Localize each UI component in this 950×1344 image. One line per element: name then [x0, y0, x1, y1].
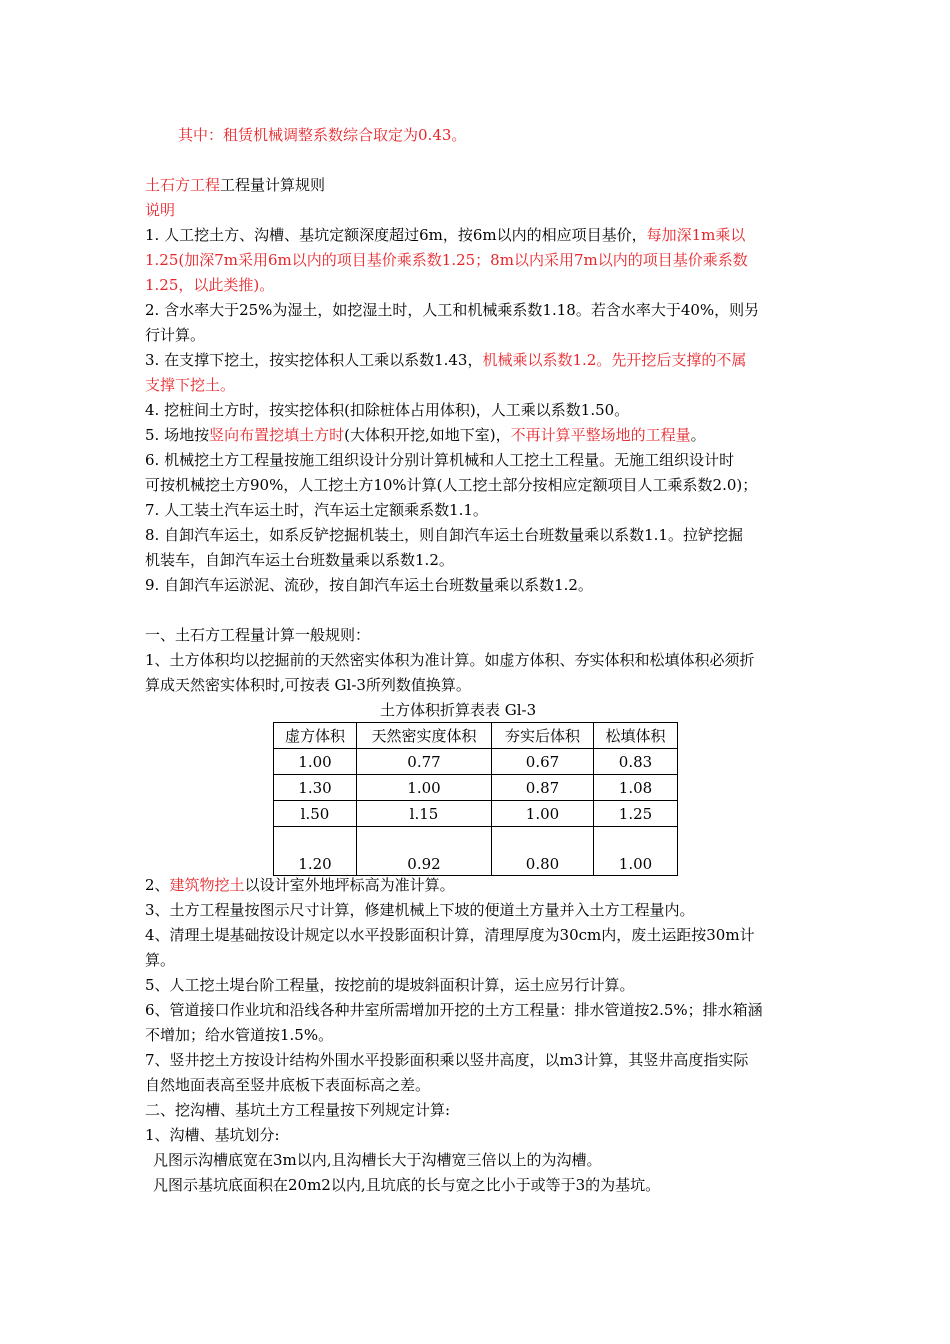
item-5-a: 5. 场地按 [145, 426, 210, 444]
table-cell: 1.00 [492, 801, 594, 827]
item-3-red: 机械乘以系数1.2。先开挖后支撑的不属 [482, 351, 747, 369]
section-2-item-1: 1、沟槽、基坑划分: [145, 1126, 280, 1144]
table-cell: 0.87 [492, 775, 594, 801]
table-cell: 0.77 [357, 749, 492, 775]
item-1-line-2: 1.25(加深7m采用6m以内的项目基价乘系数1.25；8m以内采用7m以内的项目基价乘系数 [145, 251, 748, 269]
item-5-d: 不再计算平整场地的工程量 [510, 426, 691, 444]
conversion-table [273, 722, 678, 876]
table-caption: 土方体积折算表表 Gl-3 [380, 701, 537, 719]
section-1-heading: 一、土石方工程量计算一般规则： [145, 626, 371, 644]
rule-2 [145, 873, 455, 898]
pit-definition: 凡图示基坑底面积在20m2以内,且坑底的长与宽之比小于或等于3的为基坑。 [153, 1176, 661, 1194]
rule-1-line-1: 1、土方体积均以挖掘前的天然密实体积为准计算。如虚方体积、夯实体积和松填体积必须折 [145, 651, 755, 669]
item-3-text: 3. 在支撑下挖土，按实挖体积人工乘以系数1.43， [145, 351, 483, 369]
rule-4-line-1: 4、清理土堤基础按设计规定以水平投影面积计算，清理厚度为30cm内，废土运距按30m计 [145, 926, 755, 944]
table-row [274, 749, 678, 775]
item-2-line-1: 2. 含水率大于25%为湿土，如挖湿土时，人工和机械乘系数1.18。若含水率大于40%，则另 [145, 301, 760, 319]
trench-definition: 凡图示沟槽底宽在3m以内,且沟槽长大于沟槽宽三倍以上的为沟槽。 [153, 1151, 602, 1169]
table-header: 虚方体积 [274, 723, 357, 749]
table-cell: 0.67 [492, 749, 594, 775]
lease-coefficient-note: 其中：租赁机械调整系数综合取定为0.43。 [178, 126, 467, 144]
item-2-line-2: 行计算。 [145, 326, 206, 344]
rule-7-line-1: 7、竖井挖土方按设计结构外围水平投影面积乘以竖井高度，以m3计算，其竖井高度指实际 [145, 1051, 749, 1069]
item-5-e: 。 [690, 426, 706, 444]
table-cell: 1.00 [274, 749, 357, 775]
table-cell: 1.25 [594, 801, 678, 827]
item-9: 9. 自卸汽车运淤泥、流砂，按自卸汽车运土台班数量乘以系数1.2。 [145, 576, 593, 594]
table-row [274, 801, 678, 827]
rule-6-line-1: 6、管道接口作业坑和沿线各种井室所需增加开挖的土方工程量：排水管道按2.5%；排水箱涵 [145, 1001, 763, 1019]
table-cell: 1.08 [594, 775, 678, 801]
item-6-line-1: 6. 机械挖土方工程量按施工组织设计分别计算机械和人工挖土工程量。无施工组织设计时 [145, 451, 735, 469]
item-1-text: 1. 人工挖土方、沟槽、基坑定额深度超过6m，按6m以内的相应项目基价， [145, 226, 647, 244]
table-row [274, 827, 678, 876]
table-cell: 1.00 [594, 827, 678, 876]
table-header: 夯实后体积 [492, 723, 594, 749]
explain-label: 说明 [145, 201, 176, 219]
table-cell: 0.80 [492, 827, 594, 876]
item-3-line-2: 支撑下挖土。 [145, 376, 236, 394]
item-8-line-2: 机装车，自卸汽车运土台班数量乘以系数1.2。 [145, 551, 454, 569]
item-5 [145, 423, 706, 448]
rule-2-c: 以设计室外地坪标高为准计算。 [244, 876, 455, 894]
rules-heading-red: 土石方工程 [145, 176, 221, 194]
rules-heading-black: 工程量计算规则 [220, 176, 326, 194]
rule-5: 5、人工挖土堤台阶工程量，按挖前的堤坡斜面积计算，运土应另行计算。 [145, 976, 635, 994]
table-header: 松填体积 [594, 723, 678, 749]
item-8-line-1: 8. 自卸汽车运土，如系反铲挖掘机装土，则自卸汽车运土台班数量乘以系数1.1。拉铲挖掘 [145, 526, 743, 544]
rule-7-line-2: 自然地面表高至竖井底板下表面标高之差。 [145, 1076, 431, 1094]
section-2-heading: 二、挖沟槽、基坑土方工程量按下列规定计算: [145, 1101, 451, 1119]
item-5-c: (大体积开挖,如地下室)， [344, 426, 511, 444]
rule-4-line-2: 算。 [145, 951, 176, 969]
rules-heading [145, 173, 325, 198]
table-cell: 1.20 [274, 827, 357, 876]
rule-1-line-2: 算成天然密实体积时,可按表 Gl-3所列数值换算。 [145, 676, 471, 694]
item-1-line-3: 1.25，以此类推)。 [145, 276, 275, 294]
item-5-b: 竖向布置挖填土方时 [209, 426, 345, 444]
table-cell: 1.00 [357, 775, 492, 801]
item-3-line-1 [145, 348, 746, 373]
item-4: 4. 挖桩间土方时，按实挖体积(扣除桩体占用体积)，人工乘以系数1.50。 [145, 401, 630, 419]
item-6-line-2: 可按机械挖土方90%，人工挖土方10%计算(人工挖土部分按相应定额项目人工乘系数2.0)； [145, 476, 758, 494]
rule-6-line-2: 不增加；给水管道按1.5%。 [145, 1026, 334, 1044]
rule-2-a: 2、 [145, 876, 170, 894]
table-header: 天然密实度体积 [357, 723, 492, 749]
table-cell: 1.30 [274, 775, 357, 801]
table-cell: 0.92 [357, 827, 492, 876]
item-1-line-1 [145, 223, 745, 248]
table-cell: l.15 [357, 801, 492, 827]
rule-2-red: 建筑物挖土 [169, 876, 245, 894]
table-row [274, 775, 678, 801]
table-cell: l.50 [274, 801, 357, 827]
rule-3: 3、土方工程量按图示尺寸计算，修建机械上下坡的便道土方量并入土方工程量内。 [145, 901, 695, 919]
table-cell: 0.83 [594, 749, 678, 775]
item-1-red: 每加深1m乘以 [646, 226, 746, 244]
table-header-row [274, 723, 678, 749]
item-7: 7. 人工装土汽车运土时，汽车运土定额乘系数1.1。 [145, 501, 488, 519]
